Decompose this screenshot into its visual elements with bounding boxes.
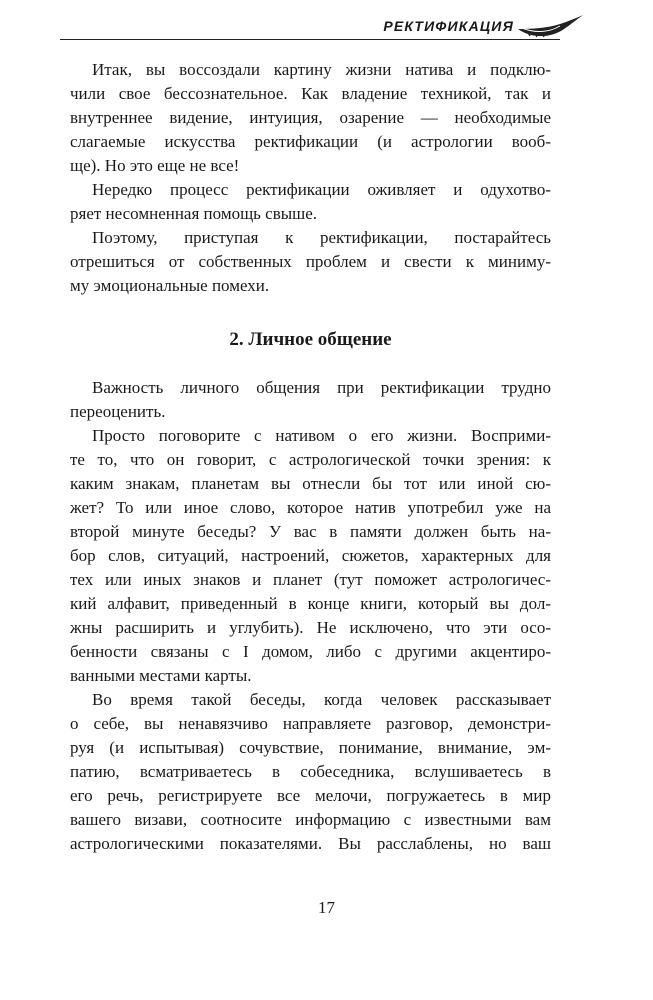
text-line: внутреннее видение, интуиция, озарение — необходимые — [70, 108, 551, 127]
text-line: ряет несомненная помощь свыше. — [70, 204, 318, 223]
text-line: руя (и испытывая) сочувствие, понимание, внимание, эм- — [70, 738, 551, 757]
spacer — [70, 298, 551, 322]
page-number: 17 — [318, 898, 335, 917]
paragraph — [70, 688, 551, 856]
quill-pen-icon — [516, 12, 586, 42]
text-line: вашего визави, соотносите информацию с известными вам — [70, 810, 551, 829]
text-line: о себе, вы ненавязчиво направляете разговор, демонстри- — [70, 714, 551, 733]
text-line: астрологическими показателями. Вы расслаблены, но ваш — [70, 834, 551, 853]
paragraph — [70, 424, 551, 688]
text-line: те то, что он говорит, с астрологической точки зрения: к — [70, 450, 551, 469]
text-line: переоценить. — [70, 402, 166, 421]
text-line: Важность личного общения при ректификации трудно — [92, 378, 551, 397]
text-line: жны расширить и углубить). Не исключено, что эти осо- — [70, 618, 551, 637]
paragraph — [70, 226, 551, 298]
text-line: тех или иных знаков и планет (тут поможет астрологичес- — [70, 570, 551, 589]
running-header-title: РЕКТИФИКАЦИЯ — [383, 18, 514, 34]
section-heading: 2. Личное общение — [229, 329, 392, 350]
text-line: каким знакам, планетам вы отнесли бы тот или иной сю- — [70, 474, 551, 493]
spacer — [70, 358, 551, 376]
body-text — [70, 58, 551, 856]
text-line: слагаемые искусства ректификации (и астрологии вооб- — [70, 132, 551, 151]
paragraph — [70, 58, 551, 178]
header-rule — [60, 39, 560, 40]
text-line: Нередко процесс ректификации оживляет и одухотво- — [92, 180, 551, 199]
text-line: патию, всматриваетесь в собеседника, вслушиваетесь в — [70, 762, 551, 781]
text-line: жет? То или иное слово, которое натив употребил уже на — [70, 498, 551, 517]
text-line: чили свое бессознательное. Как владение техникой, так и — [70, 84, 551, 103]
text-line: ще). Но это еще не все! — [70, 156, 240, 175]
text-line: отрешиться от собственных проблем и свести к миниму- — [70, 252, 551, 271]
text-line: бор слов, ситуаций, настроений, сюжетов, характерных для — [70, 546, 551, 565]
text-line: кий алфавит, приведенный в конце книги, который вы дол- — [70, 594, 551, 613]
text-line: Просто поговорите с нативом о его жизни. Восприми- — [92, 426, 551, 445]
paragraph — [70, 178, 551, 226]
text-line: Поэтому, приступая к ректификации, постарайтесь — [92, 228, 551, 247]
paragraph — [70, 376, 551, 424]
text-line: Во время такой беседы, когда человек рассказывает — [92, 690, 551, 709]
text-line: второй минуте беседы? У вас в памяти должен быть на- — [70, 522, 551, 541]
text-line: ванными местами карты. — [70, 666, 252, 685]
text-line: Итак, вы воссоздали картину жизни натива и подклю- — [92, 60, 551, 79]
text-line: му эмоциональные помехи. — [70, 276, 270, 295]
text-line: его речь, регистрируете все мелочи, погружаетесь в мир — [70, 786, 551, 805]
running-header — [60, 18, 580, 42]
text-line: бенности связаны с I домом, либо с другими акцентиро- — [70, 642, 551, 661]
